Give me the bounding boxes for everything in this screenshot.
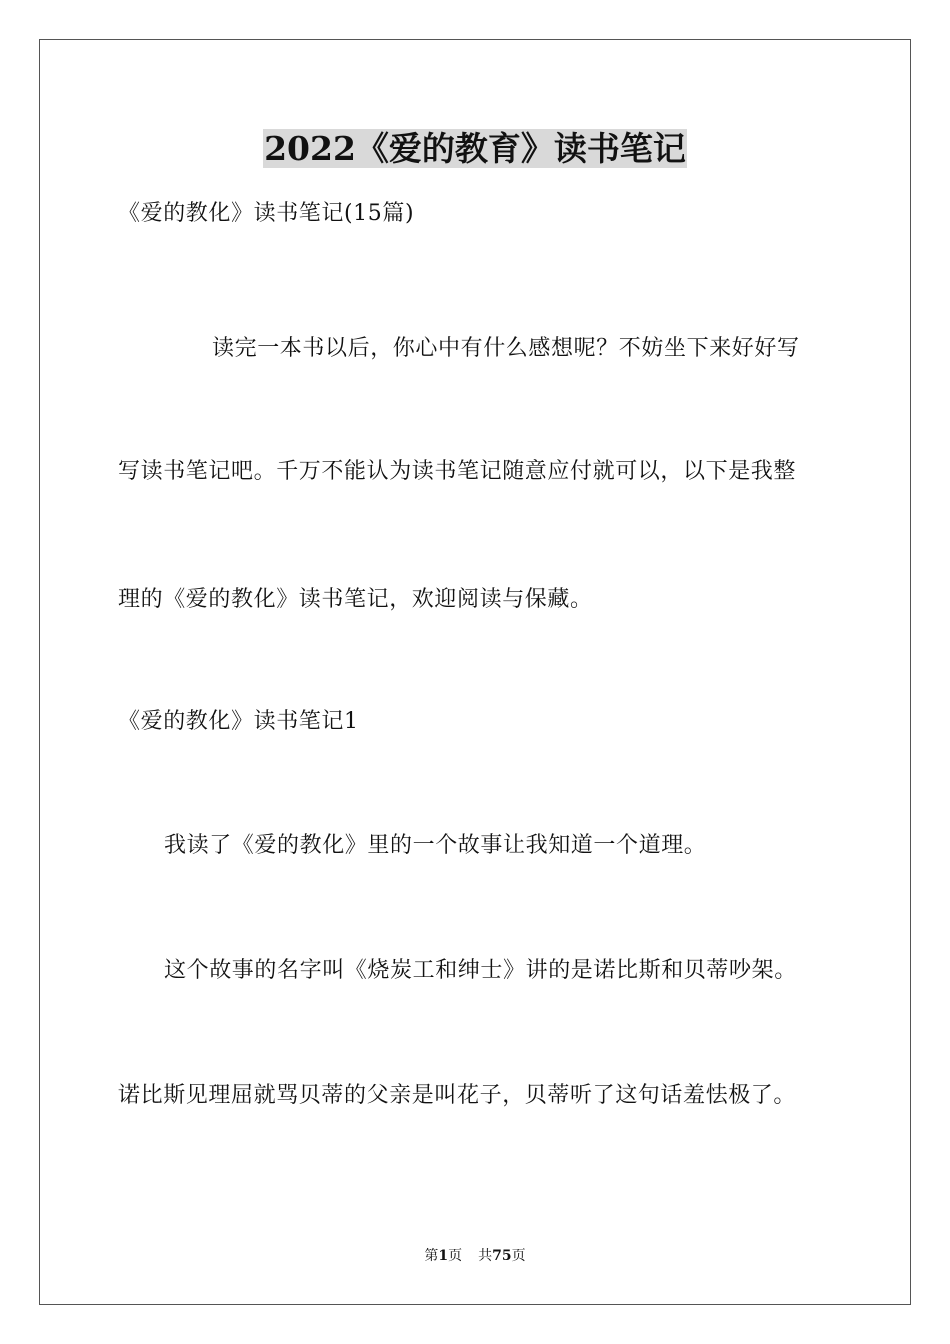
section-heading: 《爱的教化》读书笔记1 (118, 709, 359, 734)
footer-total-pages: 75 (492, 1248, 512, 1264)
paragraph-line-3: 理的《爱的教化》读书笔记，欢迎阅读与保藏。 (118, 587, 593, 612)
footer-page-number: 1 (438, 1248, 449, 1264)
document-title-text: 2022《爱的教育》读书笔记 (264, 129, 686, 168)
page-footer (0, 1246, 950, 1266)
footer-page-suffix: 页 (448, 1248, 463, 1264)
document-title (0, 126, 950, 172)
paragraph-line-5: 这个故事的名字叫《烧炭工和绅士》讲的是诺比斯和贝蒂吵架。 (164, 958, 797, 983)
footer-total-prefix: 共 (478, 1248, 493, 1264)
paragraph-line-1: 读完一本书以后，你心中有什么感想呢？不妨坐下来好好写 (212, 336, 800, 361)
footer-page-prefix: 第 (424, 1248, 439, 1264)
paragraph-line-6: 诺比斯见理屈就骂贝蒂的父亲是叫花子，贝蒂听了这句话羞怯极了。 (118, 1083, 797, 1108)
paragraph-line-4: 我读了《爱的教化》里的一个故事让我知道一个道理。 (164, 833, 707, 858)
paragraph-line-2: 写读书笔记吧。千万不能认为读书笔记随意应付就可以，以下是我整 (118, 459, 797, 484)
footer-total-suffix: 页 (511, 1248, 526, 1264)
document-subtitle: 《爱的教化》读书笔记(15篇) (118, 201, 415, 226)
